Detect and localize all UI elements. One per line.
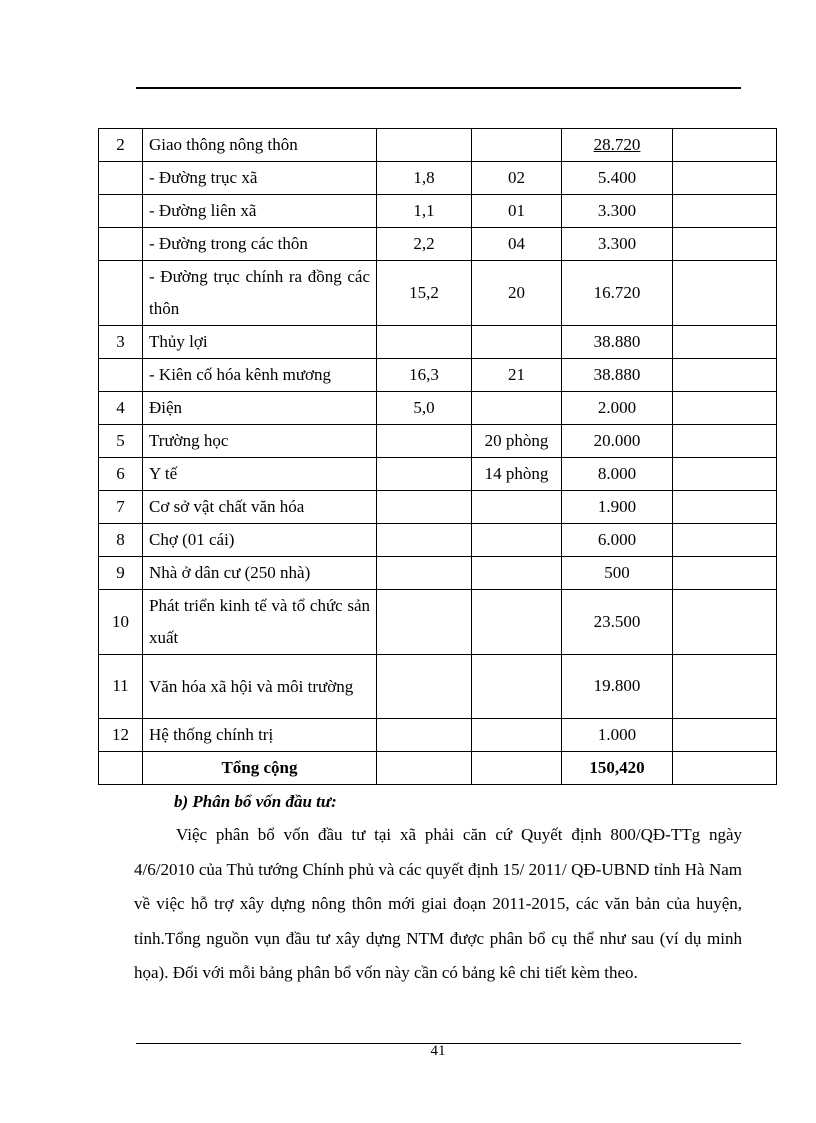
- cell-unit: 14 phòng: [472, 458, 562, 491]
- cell-unit: [472, 752, 562, 785]
- cell-note: [673, 261, 777, 326]
- body-paragraph: Việc phân bổ vốn đầu tư tại xã phải căn cứ Quyết định 800/QĐ-TTg ngày 4/6/2010 của Thủ tướng Chính phủ và các quyết định 15/ 2011/ QĐ-UBND tỉnh Hà Nam về việc hỗ trợ xây dựng nông thôn mới giai đoạn 2011-2015, các văn bản của huyện, tỉnh.Tổng nguồn vụn đầu tư xây dựng NTM được phân bổ cụ thể như sau (ví dụ minh họa). Đối với mỗi bảng phân bổ vốn này cần có bảng kê chi tiết kèm theo.: [134, 825, 742, 982]
- table-row: [99, 129, 777, 162]
- cell-item: Hệ thống chính trị: [143, 719, 377, 752]
- cell-qty: 2,2: [377, 228, 472, 261]
- table-row: [99, 392, 777, 425]
- cell-unit: [472, 655, 562, 719]
- table-row: [99, 719, 777, 752]
- table-row: [99, 326, 777, 359]
- cell-amount: 23.500: [562, 590, 673, 655]
- cell-qty: [377, 590, 472, 655]
- table-row: [99, 425, 777, 458]
- cell-amount: 3.300: [562, 195, 673, 228]
- total-label: Tổng cộng: [143, 752, 377, 785]
- cell-item: - Đường liên xã: [143, 195, 377, 228]
- cell-note: [673, 195, 777, 228]
- cell-item: Thủy lợi: [143, 326, 377, 359]
- table-row: [99, 491, 777, 524]
- cell-no: [99, 195, 143, 228]
- cell-qty: 15,2: [377, 261, 472, 326]
- cell-qty: [377, 491, 472, 524]
- cell-note: [673, 129, 777, 162]
- cell-note: [673, 557, 777, 590]
- cell-unit: 20: [472, 261, 562, 326]
- cell-amount: 28.720: [562, 129, 673, 162]
- cell-note: [673, 162, 777, 195]
- cell-note: [673, 655, 777, 719]
- budget-table: [98, 128, 777, 785]
- table-row: [99, 195, 777, 228]
- cell-qty: 16,3: [377, 359, 472, 392]
- cell-unit: 01: [472, 195, 562, 228]
- cell-unit: [472, 557, 562, 590]
- cell-qty: [377, 719, 472, 752]
- cell-note: [673, 359, 777, 392]
- section-heading: b) Phân bổ vốn đầu tư:: [174, 792, 337, 811]
- total-row: [99, 752, 777, 785]
- table-row: [99, 524, 777, 557]
- cell-qty: [377, 752, 472, 785]
- cell-item: - Đường trục xã: [143, 162, 377, 195]
- cell-qty: [377, 458, 472, 491]
- cell-item: Giao thông nông thôn: [143, 129, 377, 162]
- cell-no: 8: [99, 524, 143, 557]
- cell-qty: [377, 129, 472, 162]
- table-row: [99, 590, 777, 655]
- cell-no: 5: [99, 425, 143, 458]
- cell-note: [673, 590, 777, 655]
- cell-item: Nhà ở dân cư (250 nhà): [143, 557, 377, 590]
- cell-note: [673, 228, 777, 261]
- cell-unit: 04: [472, 228, 562, 261]
- cell-no: 4: [99, 392, 143, 425]
- cell-qty: 5,0: [377, 392, 472, 425]
- table-row: [99, 359, 777, 392]
- cell-unit: [472, 392, 562, 425]
- cell-no: 12: [99, 719, 143, 752]
- cell-amount: 38.880: [562, 359, 673, 392]
- cell-no: [99, 752, 143, 785]
- cell-qty: 1,1: [377, 195, 472, 228]
- cell-no: 9: [99, 557, 143, 590]
- cell-amount: 20.000: [562, 425, 673, 458]
- table-row: [99, 655, 777, 719]
- cell-no: 6: [99, 458, 143, 491]
- cell-amount: 500: [562, 557, 673, 590]
- table-row: [99, 162, 777, 195]
- cell-item: - Kiên cố hóa kênh mương: [143, 359, 377, 392]
- cell-note: [673, 458, 777, 491]
- cell-note: [673, 752, 777, 785]
- cell-note: [673, 326, 777, 359]
- table-row: [99, 557, 777, 590]
- cell-unit: 02: [472, 162, 562, 195]
- cell-unit: [472, 590, 562, 655]
- table-row: [99, 228, 777, 261]
- cell-note: [673, 425, 777, 458]
- table-row: [99, 261, 777, 326]
- cell-qty: 1,8: [377, 162, 472, 195]
- cell-unit: [472, 491, 562, 524]
- cell-no: [99, 162, 143, 195]
- cell-item: - Đường trục chính ra đồng các thôn: [143, 261, 377, 326]
- cell-item: Chợ (01 cái): [143, 524, 377, 557]
- cell-unit: [472, 129, 562, 162]
- cell-no: [99, 261, 143, 326]
- cell-unit: [472, 719, 562, 752]
- cell-item: Phát triển kinh tế và tổ chức sản xuất: [143, 590, 377, 655]
- cell-qty: [377, 557, 472, 590]
- cell-amount: 3.300: [562, 228, 673, 261]
- table-row: [99, 458, 777, 491]
- cell-no: 10: [99, 590, 143, 655]
- cell-amount: 2.000: [562, 392, 673, 425]
- cell-unit: [472, 326, 562, 359]
- cell-note: [673, 524, 777, 557]
- cell-qty: [377, 655, 472, 719]
- cell-no: 11: [99, 655, 143, 719]
- cell-unit: 20 phòng: [472, 425, 562, 458]
- cell-item: - Đường trong các thôn: [143, 228, 377, 261]
- header-rule: [136, 87, 741, 89]
- cell-no: 3: [99, 326, 143, 359]
- cell-item: Điện: [143, 392, 377, 425]
- cell-amount: 5.400: [562, 162, 673, 195]
- cell-no: [99, 228, 143, 261]
- cell-qty: [377, 524, 472, 557]
- cell-note: [673, 491, 777, 524]
- cell-no: 2: [99, 129, 143, 162]
- cell-no: 7: [99, 491, 143, 524]
- cell-amount: 38.880: [562, 326, 673, 359]
- cell-amount: 6.000: [562, 524, 673, 557]
- cell-item: Y tế: [143, 458, 377, 491]
- cell-amount: 19.800: [562, 655, 673, 719]
- cell-amount: 16.720: [562, 261, 673, 326]
- cell-amount: 1.900: [562, 491, 673, 524]
- cell-no: [99, 359, 143, 392]
- cell-qty: [377, 326, 472, 359]
- cell-amount: 1.000: [562, 719, 673, 752]
- cell-item: Văn hóa xã hội và môi trường: [143, 655, 377, 719]
- cell-unit: [472, 524, 562, 557]
- cell-qty: [377, 425, 472, 458]
- cell-unit: 21: [472, 359, 562, 392]
- cell-note: [673, 719, 777, 752]
- page-number: 41: [430, 1043, 446, 1059]
- cell-amount: 8.000: [562, 458, 673, 491]
- cell-item: Cơ sở vật chất văn hóa: [143, 491, 377, 524]
- total-amount: 150,420: [562, 752, 673, 785]
- cell-note: [673, 392, 777, 425]
- cell-item: Trường học: [143, 425, 377, 458]
